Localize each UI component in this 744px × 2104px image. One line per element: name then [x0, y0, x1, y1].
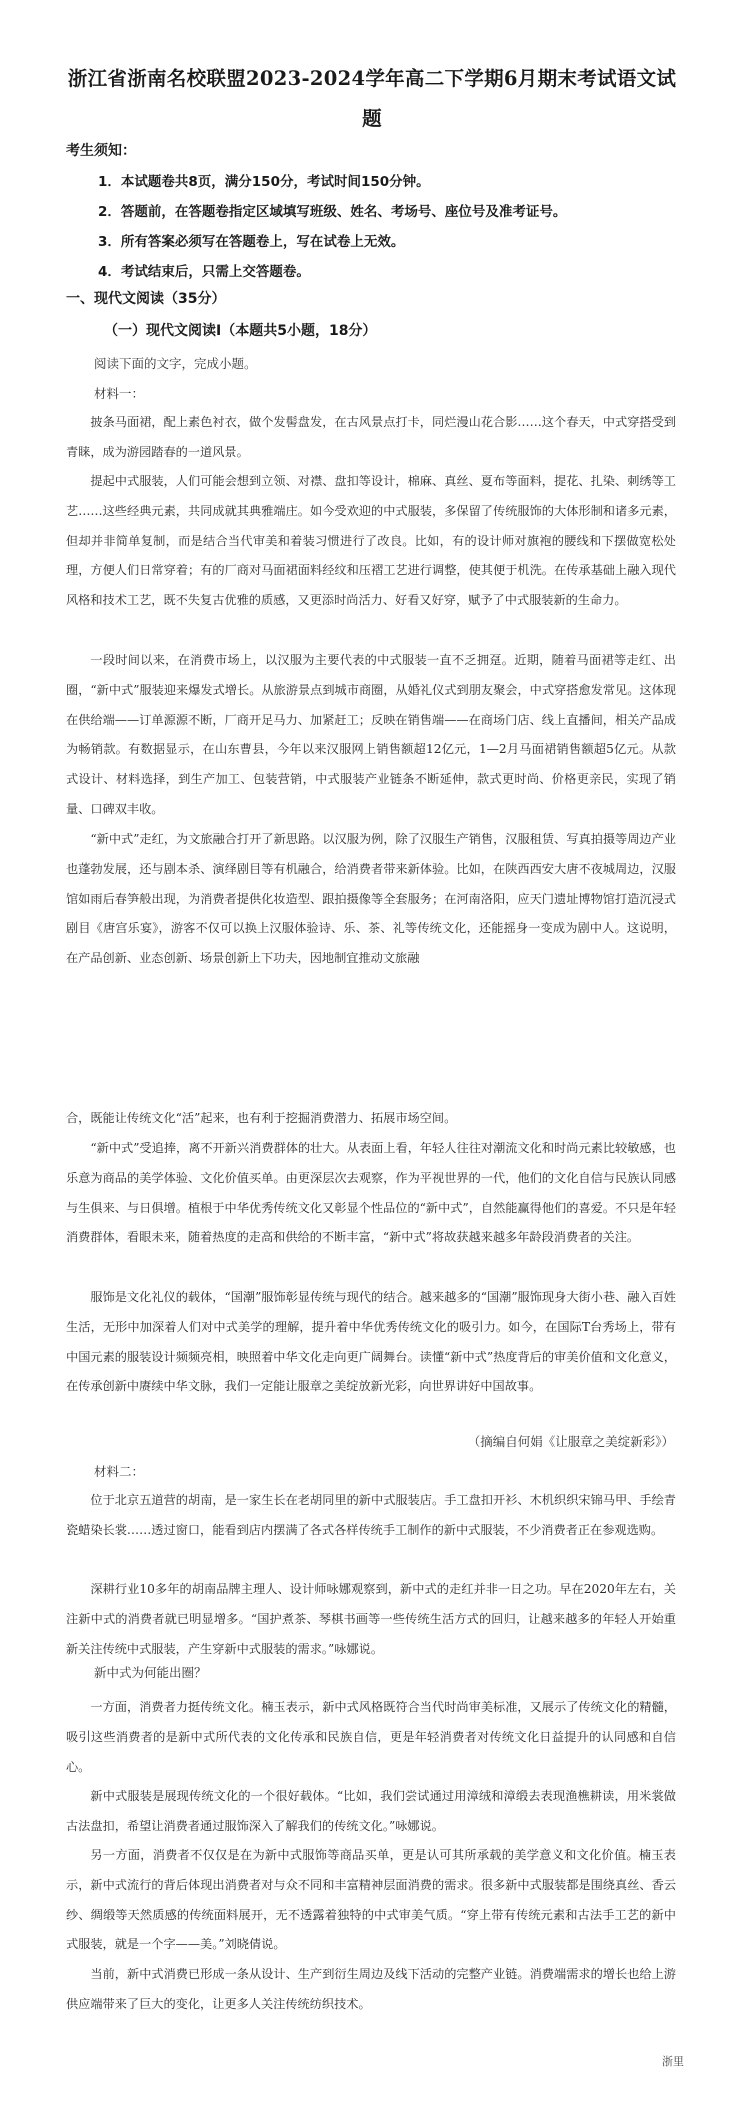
material2-paragraph: 位于北京五道营的胡南，是一家生长在老胡同里的新中式服装店。手工盘扣开衫、木机织织宋锦马甲、手绘青瓷蜡染长裳……透过窗口，能看到店内摆满了各式各样传统手工制作的新中式服装，不少消费者正在参观选购。: [66, 1493, 676, 1537]
material2-paragraph: 另一方面，消费者不仅仅是在为新中式服饰等商品买单，更是认可其所承载的美学意义和文化价值。楠玉表示，新中式流行的背后体现出消费者对与众不同和丰富精神层面消费的需求。很多新中式服装都是围绕真丝、香云纱、绸缎等天然质感的传统面料展开，无不透露着独特的中式审美气质。“穿上带有传统元素和古法手工艺的新中式服装，就是一个字——美。”刘晓倩说。: [66, 1848, 676, 1952]
notice-item: 1．本试题卷共8页，满分150分，考试时间150分钟。: [98, 174, 430, 190]
material2-paragraph: 当前，新中式消费已形成一条从设计、生产到衍生周边及线下活动的完整产业链。消费端需求的增长也给上游供应端带来了巨大的变化，让更多人关注传统纺织技术。: [66, 1967, 676, 2011]
material1-paragraph: “新中式”受追捧，离不开新兴消费群体的壮大。从表面上看，年轻人往往对潮流文化和时尚元素比较敏感，也乐意为商品的美学体验、文化价值买单。由更深层次去观察，作为平视世界的一代，他们的文化自信与民族认同感与生俱来、与日俱增。植根于中华优秀传统文化又彰显个性品位的“新中式”，自然能赢得他们的喜爱。不只是年轻消费群体，看眼未来，随着热度的走高和供给的不断丰富，“新中式”将故获越来越多年龄段消费者的关注。: [66, 1141, 676, 1245]
material2-paragraph: 深耕行业10多年的胡南品牌主理人、设计师咏娜观察到，新中式的走红并非一日之功。早在2020年左右，关注新中式的消费者就已明显增多。“国护煮茶、琴棋书画等一些传统生活方式的回归，让越来越多的年轻人开始重新关注传统中式服装，产生穿新中式服装的需求。”咏娜说。: [66, 1582, 676, 1656]
section-heading: 一、现代文阅读（35分）: [66, 291, 226, 307]
material1-source: （摘编自何娟《让服章之美绽新彩》）: [467, 1434, 674, 1449]
notice-heading: 考生须知：: [66, 143, 136, 159]
notice-item: 3．所有答案必须写在答题卷上，写在试卷上无效。: [98, 234, 405, 250]
material1-paragraph: 服饰是文化礼仪的载体，“国潮”服饰彰显传统与现代的结合。越来越多的“国潮”服饰现身大街小巷、融入百姓生活，无形中加深着人们对中式美学的理解，提升着中华优秀传统文化的吸引力。如今，在国际T台秀场上，带有中国元素的服装设计频频亮相，映照着中华文化走向更广阔舞台。读懂“新中式”热度背后的审美价值和文化意义，在传承创新中赓续中华文脉，我们一定能让服章之美绽放新光彩，向世界讲好中国故事。: [66, 1290, 676, 1394]
notice-item: 2．答题前，在答题卷指定区域填写班级、姓名、考场号、座位号及准考证号。: [98, 204, 567, 220]
material1-paragraph: 提起中式服装，人们可能会想到立领、对襟、盘扣等设计，棉麻、真丝、夏布等面料，提花、扎染、刺绣等工艺……这些经典元素，共同成就其典雅端庄。如今受欢迎的中式服装，多保留了传统服饰的大体形制和诸多元素，但却并非简单复制，而是结合当代审美和着装习惯进行了改良。比如，有的设计师对旗袍的腰线和下摆做宽松处理，方便人们日常穿着；有的厂商对马面裙面料经纹和压褶工艺进行调整，使其便于机洗。在传承基础上融入现代风格和技术工艺，既不失复古优雅的质感，又更添时尚活力、好看又好穿，赋予了中式服装新的生命力。: [66, 474, 676, 608]
notice-item: 4．考试结束后，只需上交答题卷。: [98, 264, 310, 280]
material1-paragraph: 一段时间以来，在消费市场上，以汉服为主要代表的中式服装一直不乏拥趸。近期，随着马面裙等走红、出圈，“新中式”服装迎来爆发式增长。从旅游景点到城市商圈，从婚礼仪式到朋友聚会，中式穿搭愈发常见。这体现在供给端——订单源源不断，厂商开足马力、加紧赶工；反映在销售端——在商场门店、线上直播间，相关产品成为畅销款。有数据显示，在山东曹县，今年以来汉服网上销售额超12亿元，1—2月马面裙销售额超5亿元。从款式设计、材料选择，到生产加工、包装营销，中式服装产业链条不断延伸，款式更时尚、价格更亲民，实现了销量、口碑双丰收。: [66, 653, 676, 816]
page-footer: 浙里: [662, 2055, 684, 2068]
material2-label: 材料二：: [94, 1464, 145, 1479]
exam-title-line1: 浙江省浙南名校联盟2023-2024学年高二下学期6月期末考试语文试: [67, 67, 677, 90]
material2-question: 新中式为何能出圈？: [94, 1665, 207, 1680]
exam-title-line2: 题: [362, 107, 382, 130]
material1-paragraph: 披条马面裙，配上素色衬衣，做个发髻盘发，在古风景点打卡，同烂漫山花合影……这个春天，中式穿搭受到青睐，成为游园踏春的一道风景。: [66, 415, 676, 459]
instruction-text: 阅读下面的文字，完成小题。: [94, 356, 257, 371]
material2-paragraph: 一方面，消费者力挺传统文化。楠玉表示，新中式风格既符合当代时尚审美标准，又展示了传统文化的精髓，吸引这些消费者的是新中式所代表的文化传承和民族自信，更是年轻消费者对传统文化日益提升的认同感和自信心。: [66, 1700, 676, 1774]
material1-paragraph-continued: 合，既能让传统文化“活”起来，也有利于挖掘消费潜力、拓展市场空间。: [66, 1111, 457, 1125]
material1-paragraph: “新中式”走红，为文旅融合打开了新思路。以汉服为例，除了汉服生产销售，汉服租赁、写真拍摄等周边产业也蓬勃发展，还与剧本杀、演绎剧目等有机融合，给消费者带来新体验。比如，在陕西西安大唐不夜城周边，汉服馆如雨后春笋般出现，为消费者提供化妆造型、跟拍摄像等全套服务；在河南洛阳，应天门遗址博物馆打造沉浸式剧目《唐宫乐宴》，游客不仅可以换上汉服体验诗、乐、茶、礼等传统文化，还能摇身一变成为剧中人。这说明，在产品创新、业态创新、场景创新上下功夫，因地制宜推动文旅融: [66, 832, 676, 966]
material2-paragraph: 新中式服装是展现传统文化的一个很好载体。“比如，我们尝试通过用漳绒和漳缎去表现渔樵耕读，用米裳做古法盘扣，希望让消费者通过服饰深入了解我们的传统文化。”咏娜说。: [66, 1789, 676, 1833]
subsection-heading: （一）现代文阅读Ⅰ（本题共5小题，18分）: [104, 323, 377, 339]
material1-label: 材料一：: [94, 386, 145, 401]
